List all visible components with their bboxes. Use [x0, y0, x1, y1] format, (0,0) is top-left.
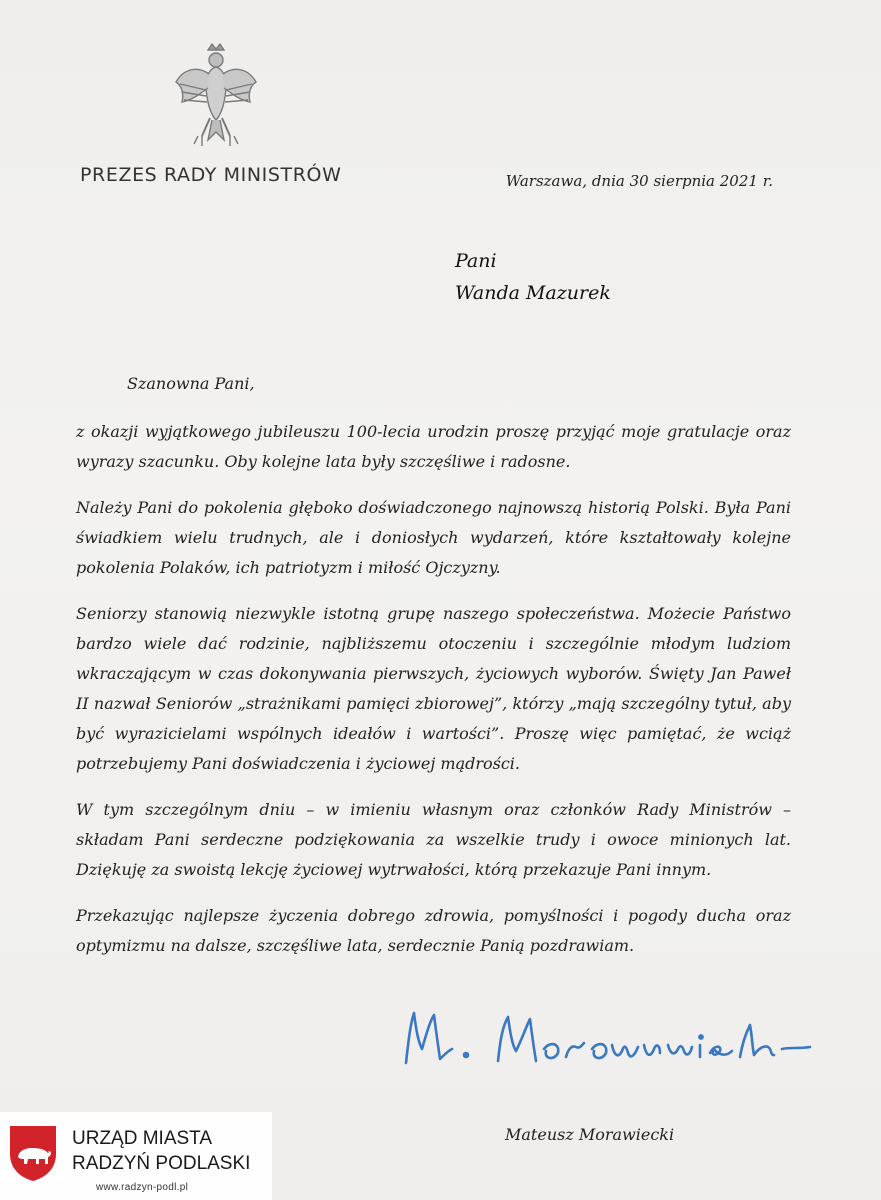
office-title: PREZES RADY MINISTRÓW	[80, 164, 342, 186]
paragraph: z okazji wyjątkowego jubileuszu 100-lecia urodzin proszę przyjąć moje gratulacje oraz wyrazy szacunku. Oby kolejne lata były szczęśliwe i radosne.	[76, 422, 791, 471]
addressee-name: Wanda Mazurek	[455, 282, 611, 304]
radzyn-crest-icon	[8, 1124, 58, 1182]
addressee-block	[455, 245, 611, 309]
signer-name: Mateusz Morawiecki	[505, 1125, 675, 1144]
letter-body	[76, 417, 791, 977]
paragraph: Przekazując najlepsze życzenia dobrego zdrowia, pomyślności i pogody ducha oraz optymizmu na dalsze, szczęśliwe lata, serdecznie Panią pozdrawiam.	[76, 906, 791, 955]
city-hall-watermark	[0, 1112, 272, 1200]
white-eagle-emblem-icon	[170, 40, 262, 152]
addressee-salutation: Pani	[455, 250, 497, 272]
paragraph: Seniorzy stanowią niezwykle istotną grupę naszego społeczeństwa. Możecie Państwo bardzo wiele dać rodzinie, najbliższemu otoczeniu i szczególnie młodym ludziom wkraczającym w czas dokonywania pierwszych, życiowych wyborów. Święty Jan Paweł II nazwał Seniorów „strażnikami pamięci zbiorowej”, którzy „mają szczególny tytuł, aby być wyrazicielami wspólnych ideałów i wartości”. Proszę więc pamiętać, że wciąż potrzebujemy Pani doświadczenia i życiowej mądrości.	[76, 604, 791, 773]
city-hall-name-line2: RADZYŃ PODLASKI	[72, 1153, 251, 1174]
handwritten-signature	[398, 1005, 818, 1075]
paragraph: Należy Pani do pokolenia głęboko doświadczonego najnowszą historią Polski. Była Pani świadkiem wielu trudnych, ale i doniosłych wydarzeń, które kształtowały kolejne pokolenia Polaków, ich patriotyzm i miłość Ojczyzny.	[76, 498, 791, 577]
letter-date: Warszawa, dnia 30 sierpnia 2021 r.	[505, 172, 773, 190]
greeting: Szanowna Pani,	[127, 374, 255, 393]
city-hall-name	[72, 1126, 250, 1176]
city-hall-name-line1: URZĄD MIASTA	[72, 1128, 213, 1149]
paragraph: W tym szczególnym dniu – w imieniu własnym oraz członków Rady Ministrów – składam Pani serdeczne podziękowania za wszelkie trudy i owoce minionych lat. Dziękuję za swoistą lekcję życiowej wytrwałości, którą przekazuje Pani innym.	[76, 800, 791, 879]
city-hall-url: www.radzyn-podl.pl	[96, 1182, 189, 1193]
